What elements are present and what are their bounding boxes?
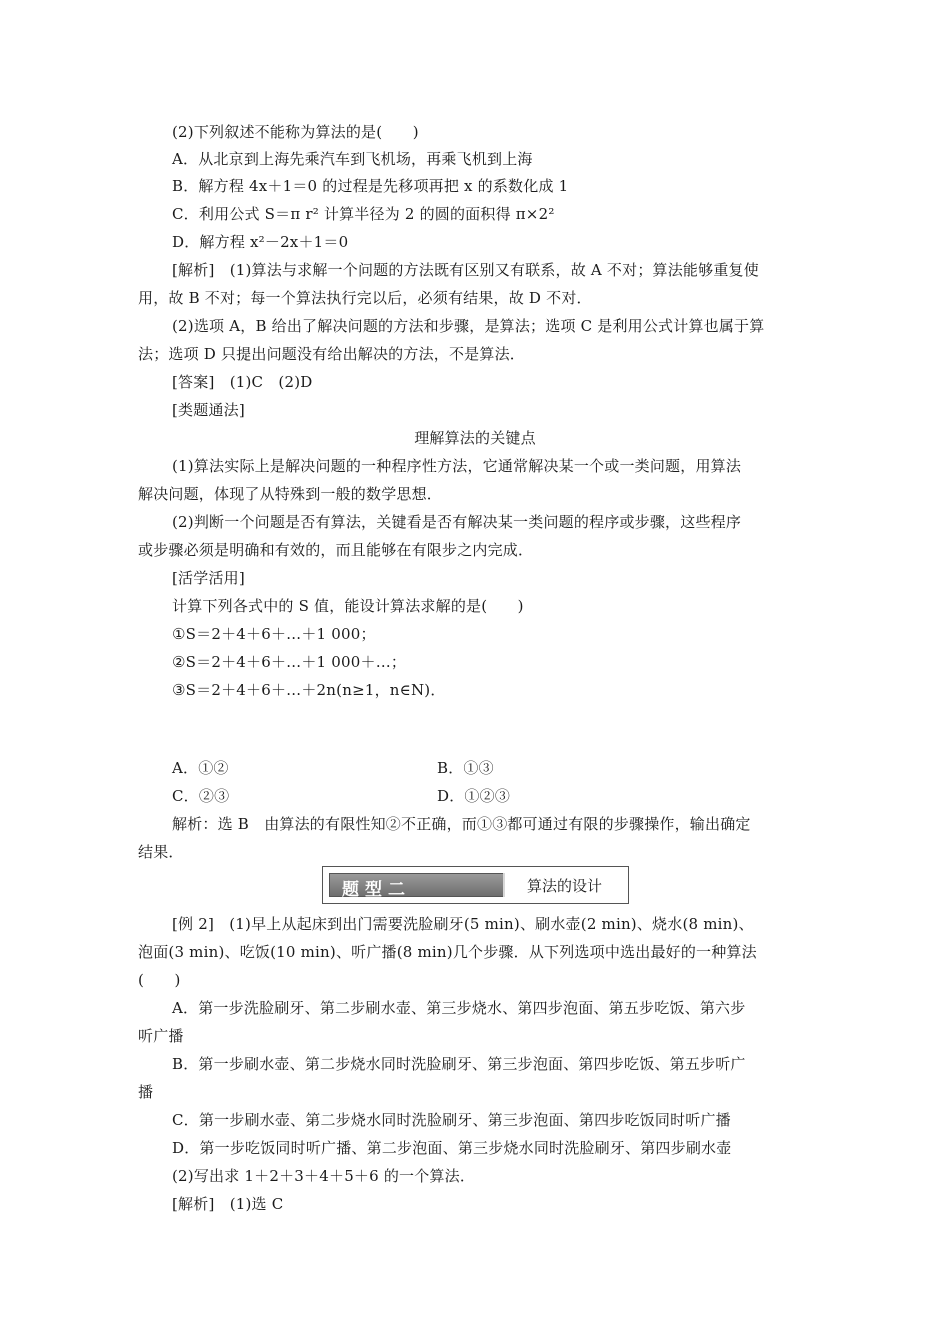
example-option-a: A．第一步洗脸刷牙、第二步刷水壶、第三步烧水、第四步泡面、第五步吃饭、第六步	[172, 999, 746, 1017]
example-option-b-cont: 播	[138, 1083, 154, 1101]
example-option-d: D．第一步吃饭同时听广播、第二步泡面、第三步烧水同时洗脸刷牙、第四步刷水壶	[172, 1139, 732, 1157]
option-c: C．利用公式 S＝π r² 计算半径为 2 的圆的面积得 π×2²	[172, 205, 555, 223]
solution-line: 解析：选 B 由算法的有限性知②不正确，而①③都可通过有限的步骤操作，输出确定	[172, 815, 751, 833]
example-option-a-cont: 听广播	[138, 1027, 184, 1045]
example-2-line: ( )	[138, 971, 181, 989]
example-option-c: C．第一步刷水壶、第二步烧水同时洗脸刷牙、第三步泡面、第四步吃饭同时听广播	[172, 1111, 731, 1129]
exercise-item: ③S＝2＋4＋6＋…＋2n(n≥1，n∈N)．	[172, 681, 446, 699]
banner-title: 算法的设计	[527, 877, 603, 895]
solution-line: 结果．	[138, 843, 184, 861]
section-heading: [活学活用]	[172, 569, 245, 587]
example-option-b: B．第一步刷水壶、第二步烧水同时洗脸刷牙、第三步泡面、第四步吃饭、第五步听广	[172, 1055, 746, 1073]
example-analysis: [解析] (1)选 C	[172, 1195, 284, 1213]
example-2-line: 泡面(3 min)、吃饭(10 min)、听广播(8 min)几个步骤．从下列选项中选出最好的一种算法	[138, 943, 757, 961]
key-point-line: 或步骤必须是明确和有效的，而且能够在有限步之内完成．	[138, 541, 534, 559]
exercise-stem: 计算下列各式中的 S 值，能设计算法求解的是( )	[172, 597, 524, 615]
choice-d: D．①②③	[437, 787, 511, 805]
option-a: A．从北京到上海先乘汽车到飞机场，再乘飞机到上海	[172, 150, 533, 168]
key-point-line: 解决问题，体现了从特殊到一般的数学思想．	[138, 485, 443, 503]
option-d: D．解方程 x²－2x＋1＝0	[172, 233, 349, 251]
answer-line: [答案] (1)C (2)D	[172, 373, 313, 391]
key-point-line: (1)算法实际上是解决问题的一种程序性方法，它通常解决某一个或一类问题，用算法	[172, 457, 742, 475]
banner-divider	[503, 873, 505, 897]
section-heading: [类题通法]	[172, 401, 245, 419]
exercise-item: ①S＝2＋4＋6＋…＋1 000；	[172, 625, 376, 643]
analysis-line: [解析] (1)算法与求解一个问题的方法既有区别又有联系，故 A 不对；算法能够重复使	[172, 261, 759, 279]
key-point-line: (2)判断一个问题是否有算法，关键看是否有解决某一类问题的程序或步骤，这些程序	[172, 513, 742, 531]
example-part-2: (2)写出求 1＋2＋3＋4＋5＋6 的一个算法．	[172, 1167, 476, 1185]
question-2-stem: (2)下列叙述不能称为算法的是( )	[172, 123, 419, 141]
choice-c: C．②③	[172, 787, 230, 805]
choice-a: A．①②	[172, 759, 229, 777]
banner-tag	[329, 873, 505, 900]
exercise-item: ②S＝2＋4＋6＋…＋1 000＋…；	[172, 653, 407, 671]
key-points-title: 理解算法的关键点	[414, 429, 536, 447]
analysis-line: (2)选项 A，B 给出了解决问题的方法和步骤，是算法；选项 C 是利用公式计算也属于算	[172, 317, 765, 335]
analysis-line: 用，故 B 不对；每一个算法执行完以后，必须有结果，故 D 不对．	[138, 289, 592, 307]
analysis-line: 法；选项 D 只提出问题没有给出解决的方法，不是算法．	[138, 345, 525, 363]
choice-b: B．①③	[437, 759, 494, 777]
example-2-line: [例 2] (1)早上从起床到出门需要洗脸刷牙(5 min)、刷水壶(2 min)、烧水(8 min)、	[172, 915, 754, 933]
banner-tag-label: 题型二	[342, 880, 411, 900]
option-b: B．解方程 4x＋1＝0 的过程是先移项再把 x 的系数化成 1	[172, 177, 569, 195]
section-banner	[322, 866, 629, 904]
